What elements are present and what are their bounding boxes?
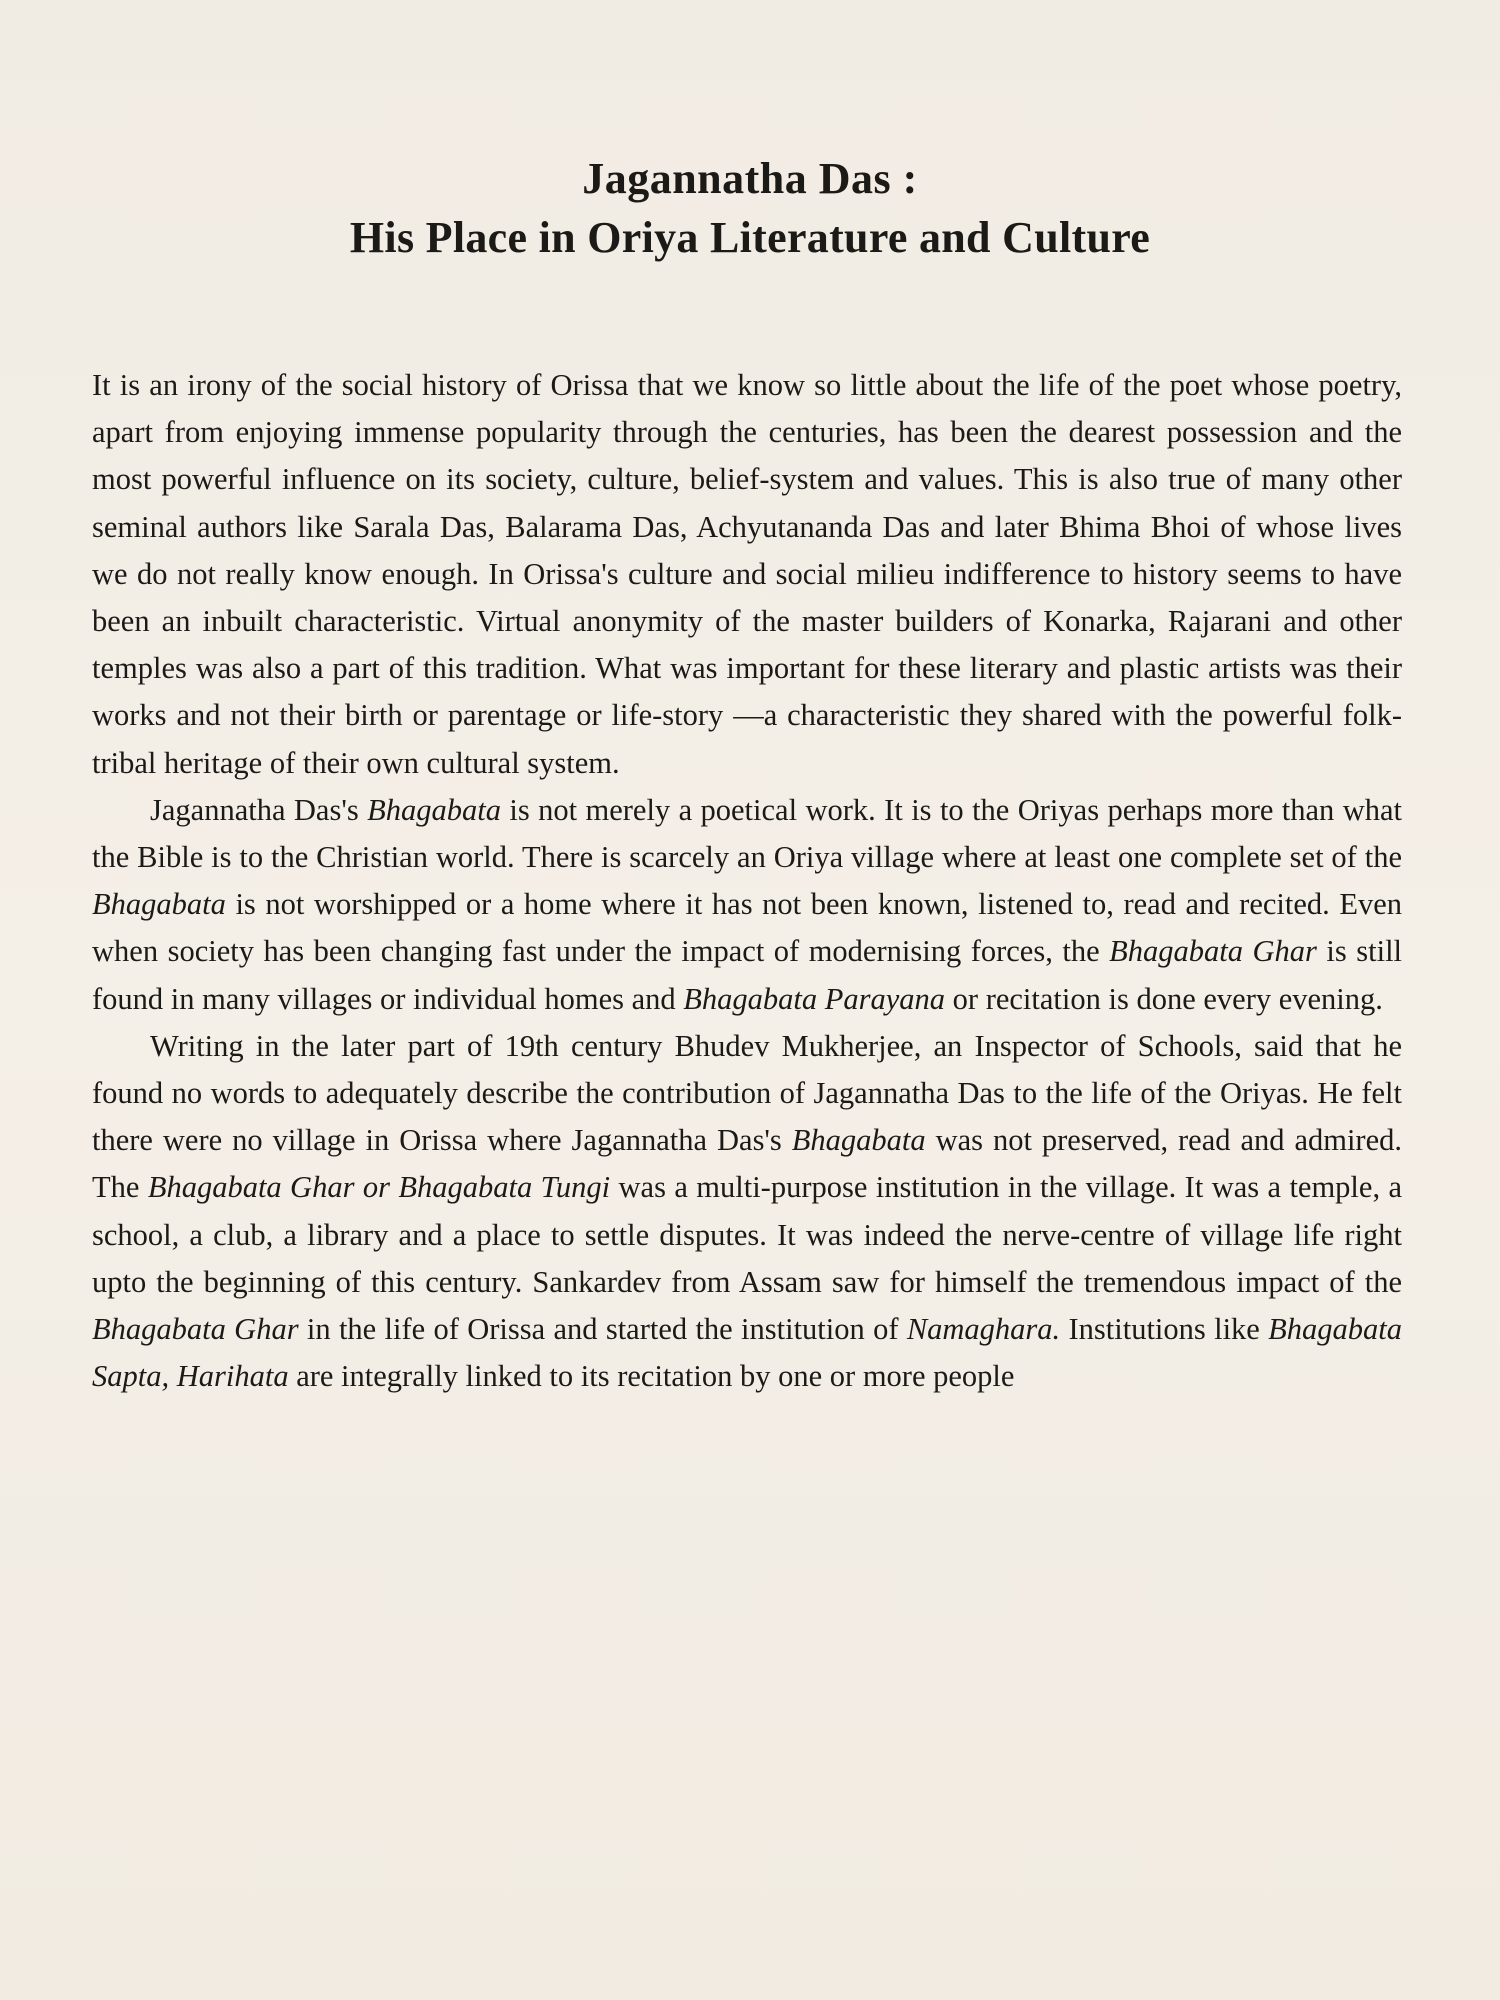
text-run: is not worshipped or a home where it has not been known, listened to, read and recited. Even when society has been changing fast under the impact of modernising forces, the xyxy=(92,887,1402,969)
paragraph-3 xyxy=(92,1023,1402,1401)
text-run: Jagannatha Das's xyxy=(150,792,368,827)
paragraph-2 xyxy=(92,787,1402,1023)
italic-term: Namaghara. xyxy=(906,1312,1061,1347)
chapter-title xyxy=(0,150,1500,268)
text-run: are integrally linked to its recitation by one or more people xyxy=(288,1359,1015,1394)
italic-term: Bhagabata Ghar xyxy=(92,1312,299,1347)
text-run: or recitation is done every evening. xyxy=(945,981,1383,1016)
body-text xyxy=(92,362,1402,1400)
italic-term: Bhagabata xyxy=(92,887,226,922)
paragraph-1 xyxy=(92,362,1402,787)
text-run: was a multi-purpose institution in the village. It was a temple, a school, a club, a library and a place to settle disputes. It was indeed the nerve-centre of village life right upto the beginning of this century. Sankardev from Assam saw for himself the tremendous impact of the xyxy=(92,1170,1402,1299)
text-run: Writing in the later part of 19th century Bhudev Mukherjee, an Inspector of Schools, said that he found no words to adequately describe the contribution of Jagannatha Das to the life of the Oriyas. He felt there were no village in Orissa where Jagannatha Das's xyxy=(92,1028,1402,1158)
italic-term: Bhagabata xyxy=(791,1123,926,1158)
italic-term: Bhagabata Sapta, Harihata xyxy=(92,1312,1403,1394)
italic-term: Bhagabata Parayana xyxy=(683,981,946,1016)
text-run: in the life of Orissa and started the institution of xyxy=(298,1312,907,1347)
text-run: was not preserved, read and admired. The xyxy=(92,1123,1402,1205)
text-run: is still found in many villages or individual homes and xyxy=(92,934,1403,1016)
text-run: is not merely a poetical work. It is to the Oriyas perhaps more than what the Bible is to the Christian world. There is scarcely an Oriya village where at least one complete set of the xyxy=(92,792,1402,875)
italic-term: Bhagabata Ghar or Bhagabata Tungi xyxy=(147,1170,611,1205)
italic-term: Bhagabata Ghar xyxy=(1109,934,1317,969)
italic-term: Bhagabata xyxy=(367,792,501,827)
chapter-title-line-2: His Place in Oriya Literature and Culture xyxy=(349,213,1151,262)
text-run: It is an irony of the social history of Orissa that we know so little about the life of the poet whose poetry, apart from enjoying immense popularity through the centuries, has been the dearest possession and the most powerful influence on its society, culture, belief-system and values. This is also true of many other seminal authors like Sarala Das, Balarama Das, Achyutananda Das and later Bhima Bhoi of whose lives we do not really know enough. In Orissa's culture and social milieu indifference to history seems to have been an inbuilt characteristic. Virtual anonymity of the master builders of Konarka, Rajarani and other temples was also a part of this tradition. What was important for these literary and plastic artists was their works and not their birth or parentage or life-story —a characteristic they shared with the powerful folk-tribal heritage of their own cultural system. xyxy=(92,368,1402,780)
chapter-title-line-1: Jagannatha Das : xyxy=(582,154,918,203)
text-run: Institutions like xyxy=(1060,1312,1269,1347)
